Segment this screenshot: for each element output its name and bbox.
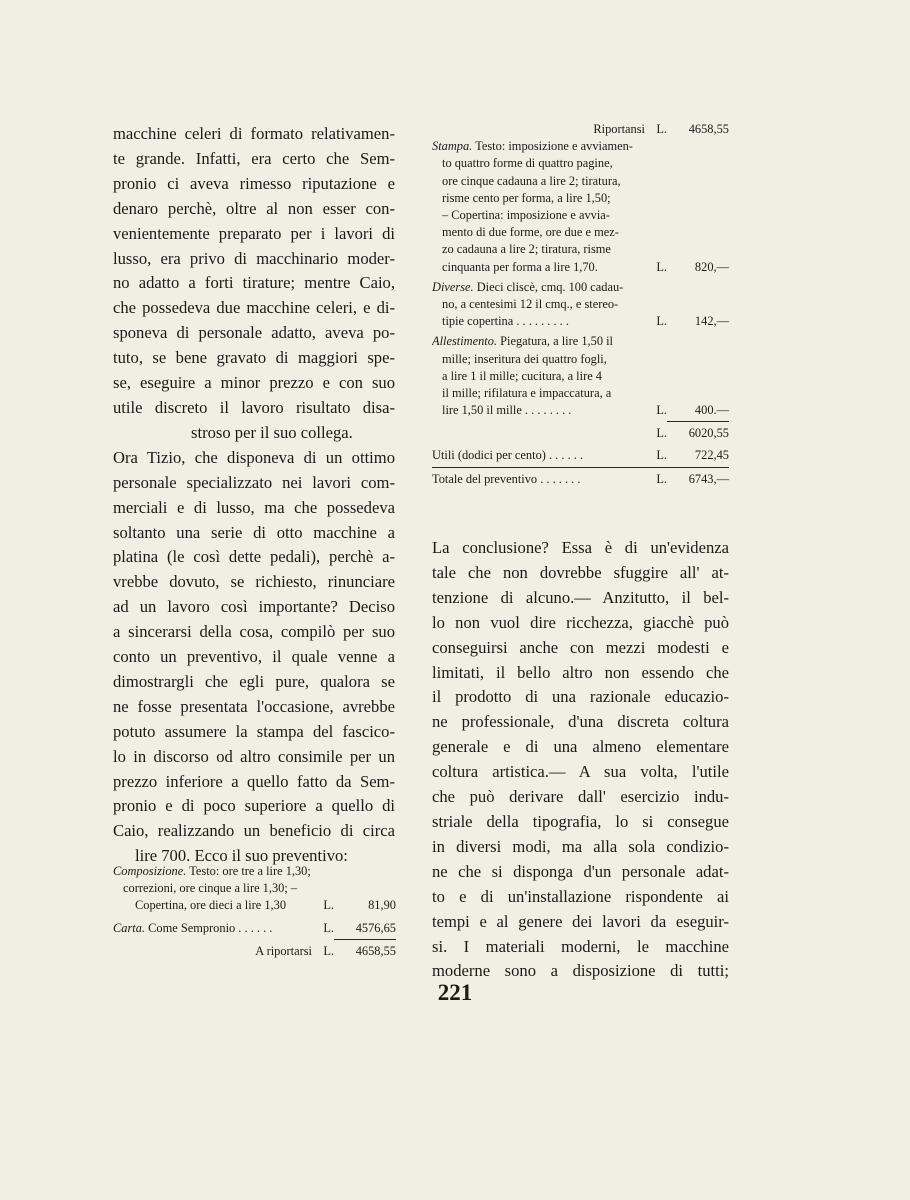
text-line: dimostrargli che egli pure, qualora se [113, 671, 395, 691]
ledger-label: Carta. [113, 920, 146, 935]
text-line: tuto, se bene gravato di maggiori spe- [113, 348, 395, 368]
ledger-amount: 400.— [694, 403, 729, 418]
ledger-amount: 142,— [694, 314, 729, 329]
ledger-text: Testo: imposizione e avviamen- [472, 139, 633, 154]
text-line: a sincerarsi della cosa, compilò per suo [113, 622, 395, 642]
ledger-left [113, 863, 396, 960]
currency-mark: L. [656, 122, 667, 136]
ledger-text: Riportansi [593, 122, 645, 136]
page-number: 221 [437, 980, 473, 1005]
ledger-text: il mille; rifilatura e impaccatura, a [442, 386, 612, 401]
text-line: lo in discorso od altro consimile per un [113, 746, 395, 766]
text-line: soltanto una serie di otto macchine a [113, 522, 395, 542]
sum-rule [334, 939, 396, 940]
ledger-row [113, 897, 396, 914]
ledger-text: mille; inseritura dei quattro fogli, [442, 351, 607, 366]
right-text-column [432, 536, 729, 984]
text-line: generale e di una almeno elementare [432, 737, 729, 757]
ledger-row-stampa [432, 138, 729, 155]
text-line: se, eseguire a minor prezzo e con suo [113, 373, 395, 393]
ledger-row [432, 173, 729, 190]
ledger-right [432, 121, 729, 488]
text-line: in diversi modi, ma alla sola condizio- [432, 836, 729, 856]
currency-mark: L. [656, 403, 667, 418]
text-line: striale della tipografia, lo si consegue [432, 811, 729, 831]
ledger-row-riportarsi [113, 943, 396, 960]
ledger-text: lire 1,50 il mille . . . . . . . . [442, 403, 572, 418]
text-line: venientemente preparato per i lavori di [113, 223, 395, 243]
ledger-text: zo cadauna a lire 2; tiratura, risme [442, 242, 611, 257]
ledger-text: Utili (dodici per cento) . . . . . . [432, 447, 584, 462]
text-line: pronio e di poco superiore a quello di [113, 796, 395, 816]
text-line: moderne sono a disposizione di tutti; [432, 961, 729, 981]
ledger-row [432, 224, 729, 241]
text-line: che possedeva due macchine celeri, e di- [113, 298, 395, 318]
text-line: coltura artistica.— A sua volta, l'utile [432, 762, 729, 782]
text-line: utile discreto il lavoro risultato disa- [113, 397, 395, 417]
text-line: stroso per il suo collega. [191, 422, 353, 442]
ledger-amount: 4658,55 [355, 943, 396, 958]
ledger-row [432, 207, 729, 224]
ledger-text: correzioni, ore cinque a lire 1,30; – [123, 881, 298, 896]
ledger-text: Dieci cliscè, cmq. 100 cadau- [473, 279, 624, 294]
ledger-text: cinquanta per forma a lire 1,70. [442, 259, 598, 274]
left-text-column [113, 122, 395, 869]
ledger-text: Piegatura, a lire 1,50 il [497, 334, 614, 349]
ledger-row [432, 402, 729, 419]
text-line: merciali e di lusso, ma che possedeva [113, 497, 395, 517]
text-line: tale che non dovrebbe sfuggire all' at- [432, 562, 729, 582]
ledger-row [113, 880, 396, 897]
currency-mark: L. [323, 920, 334, 935]
text-line: ad un lavoro così importante? Deciso [113, 597, 395, 617]
text-line: lusso, era privo di macchinario moder- [113, 248, 395, 268]
ledger-row [432, 259, 729, 276]
text-line: ne che si disponga d'un personale adat- [432, 861, 729, 881]
ledger-row-allestimento [432, 333, 729, 350]
ledger-text: ore cinque cadauna a lire 2; tiratura, [442, 173, 621, 188]
text-line: pronio ci aveva rimesso riputazione e [113, 173, 395, 193]
text-line: ne fosse presentata l'occasione, avrebbe [113, 696, 395, 716]
text-line: si. I materiali moderni, le macchine [432, 936, 729, 956]
ledger-row [432, 190, 729, 207]
ledger-row-composizione [113, 863, 396, 880]
ledger-text: A riportarsi [255, 943, 312, 958]
ledger-amount: 4576,65 [355, 920, 396, 935]
text-line: denaro perchè, oltre al non esser con- [113, 198, 395, 218]
ledger-text: mento di due forme, ore due e mez- [442, 225, 619, 240]
text-line: limitati, il bello altro non essendo che [432, 662, 729, 682]
currency-mark: L. [656, 426, 667, 441]
ledger-row-riportansi [432, 121, 729, 138]
ledger-row [432, 385, 729, 402]
ledger-amount: 820,— [694, 259, 729, 274]
ledger-row [432, 296, 729, 313]
sum-rule [667, 421, 729, 422]
ledger-label: Allestimento. [432, 334, 498, 349]
ledger-amount: 6020,55 [688, 426, 729, 441]
currency-mark: L. [323, 898, 334, 913]
text-line: prezzo inferiore a quello fatto da Sem- [113, 771, 395, 791]
text-line: platina (le così dette pedali), perchè a- [113, 547, 395, 567]
text-line: tempi e al genere dei lavori da eseguir- [432, 911, 729, 931]
currency-mark: L. [656, 447, 667, 462]
text-line: potuto assumere la stampa del fascico- [113, 721, 395, 741]
ledger-label: Diverse. [432, 279, 474, 294]
ledger-label: Stampa. [432, 139, 473, 154]
ledger-row [432, 351, 729, 368]
ledger-text: tipie copertina . . . . . . . . . [442, 314, 569, 329]
text-line: vrebbe dovuto, se richiesto, rinunciare [113, 572, 395, 592]
ledger-row-utili [432, 447, 729, 464]
ledger-text: Totale del preventivo . . . . . . . [432, 471, 581, 486]
ledger-amount: 722,45 [694, 447, 729, 462]
text-line: che può derivare dall' esercizio indu- [432, 787, 729, 807]
text-line: personale specializzato nei lavori com- [113, 472, 395, 492]
text-line: no adatto a forti tirature; mentre Caio, [113, 273, 395, 293]
ledger-text: no, a centesimi 12 il cmq., e stereo- [442, 297, 619, 312]
currency-mark: L. [656, 471, 667, 486]
text-line: conseguirsi anche con mezzi modesti e [432, 637, 729, 657]
ledger-label: Composizione. [113, 864, 187, 878]
currency-mark: L. [656, 259, 667, 274]
ledger-text: risme cento per forma, a lire 1,50; [442, 190, 611, 205]
ledger-row-diverse [432, 279, 729, 296]
ledger-row-carta [113, 920, 396, 937]
text-line: La conclusione? Essa è di un'evidenza [432, 538, 729, 557]
currency-mark: L. [323, 943, 334, 958]
ledger-row [432, 368, 729, 385]
text-line: conto un preventivo, il quale venne a [113, 647, 395, 667]
text-line: Ora Tizio, che disponeva di un ottimo [113, 447, 395, 467]
text-line: to e di un'installazione rispondente ai [432, 886, 729, 906]
text-line: macchine celeri di formato relativamen- [113, 124, 395, 143]
total-rule [432, 467, 729, 468]
ledger-row-subtotal [432, 425, 729, 442]
ledger-amount: 6743,— [688, 471, 729, 486]
currency-mark: L. [656, 314, 667, 329]
ledger-row [432, 241, 729, 258]
text-line: ne professionale, d'una discreta coltura [432, 712, 729, 732]
text-line: lire 700. Ecco il suo preventivo: [135, 846, 348, 866]
text-line: il prodotto di una razionale educazio- [432, 687, 729, 707]
ledger-amount: 4658,55 [688, 122, 729, 136]
ledger-text: Copertina, ore dieci a lire 1,30 [135, 898, 287, 913]
ledger-text: – Copertina: imposizione e avvia- [442, 208, 610, 223]
ledger-row [432, 313, 729, 330]
ledger-amount: 81,90 [368, 898, 396, 913]
ledger-row [432, 155, 729, 172]
text-line: Caio, realizzando un beneficio di circa [113, 821, 395, 841]
ledger-text: Come Sempronio . . . . . . [145, 920, 273, 935]
ledger-row-totale [432, 471, 729, 488]
text-line: tenzione di alcuno.— Anzitutto, il bel- [432, 587, 729, 607]
ledger-text: a lire 1 il mille; cucitura, a lire 4 [442, 368, 602, 383]
text-line: lo non vuol dire ricchezza, giacchè può [432, 612, 729, 632]
ledger-text: to quattro forme di quattro pagine, [442, 156, 613, 171]
text-line: sponeva di personale adatto, aveva po- [113, 323, 395, 343]
ledger-text: Testo: ore tre a lire 1,30; [186, 864, 311, 878]
text-line: te grande. Infatti, era certo che Sem- [113, 148, 395, 168]
